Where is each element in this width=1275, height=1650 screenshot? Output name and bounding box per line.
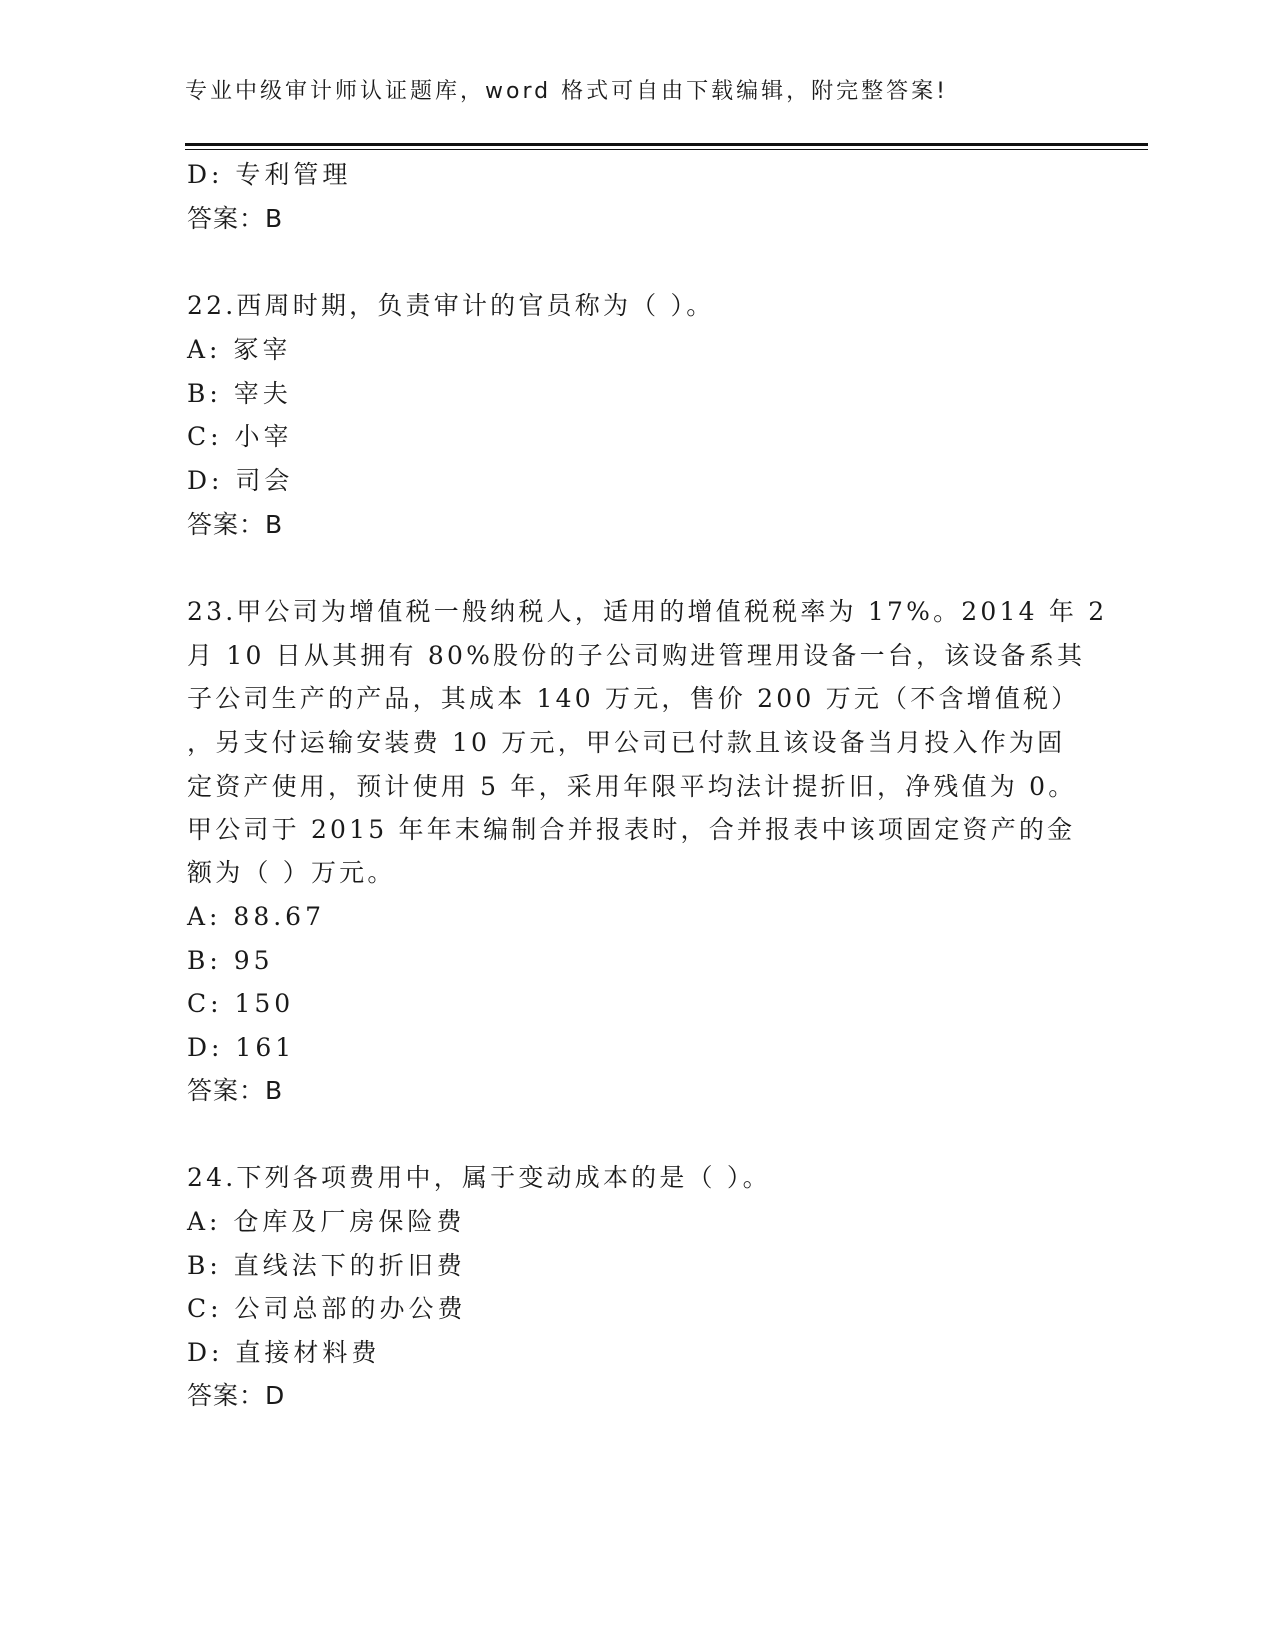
question-23-stem-line: ，另支付运输安装费 10 万元，甲公司已付款且该设备当月投入作为固 (187, 728, 1066, 757)
question-23-stem-line: 子公司生产的产品，其成本 140 万元，售价 200 万元（不含增值税） (187, 684, 1080, 713)
question-22-answer: 答案：B (187, 510, 284, 539)
question-22-option-b: B: 宰夫 (187, 379, 292, 408)
header-divider (185, 143, 1148, 146)
question-24-option-a: A: 仓库及厂房保险费 (187, 1207, 466, 1236)
question-23-option-b: B: 95 (187, 946, 274, 975)
question-22-option-d: D: 司会 (187, 466, 294, 495)
question-22-option-c: C: 小宰 (187, 422, 293, 451)
question-23-stem-line: 定资产使用，预计使用 5 年，采用年限平均法计提折旧，净残值为 0。 (187, 772, 1077, 801)
question-24-option-b: B: 直线法下的折旧费 (187, 1251, 466, 1280)
question-24-option-c: C: 公司总部的办公费 (187, 1294, 467, 1323)
question-23-stem-line: 月 10 日从其拥有 80%股份的子公司购进管理用设备一台，该设备系其 (187, 641, 1086, 670)
page-header: 专业中级审计师认证题库，word 格式可自由下载编辑，附完整答案! (185, 79, 948, 104)
prev-question-option-d: D: 专利管理 (187, 160, 352, 189)
question-23-answer: 答案：B (187, 1076, 284, 1105)
question-23-option-d: D: 161 (187, 1033, 296, 1062)
question-23-option-c: C: 150 (187, 989, 295, 1018)
question-23-stem-line: 23.甲公司为增值税一般纳税人，适用的增值税税率为 17%。2014 年 2 (187, 597, 1108, 626)
question-24-stem: 24.下列各项费用中，属于变动成本的是（ ）。 (187, 1163, 771, 1192)
question-23-stem-line: 额为（ ）万元。 (187, 858, 396, 887)
prev-question-answer: 答案：B (187, 204, 284, 233)
question-24-option-d: D: 直接材料费 (187, 1338, 381, 1367)
question-22-stem: 22.西周时期，负责审计的官员称为（ ）。 (187, 291, 715, 320)
question-24-answer: 答案：D (187, 1381, 286, 1410)
question-23-stem-line: 甲公司于 2015 年年末编制合并报表时，合并报表中该项固定资产的金 (187, 815, 1076, 844)
question-23-option-a: A: 88.67 (187, 902, 325, 931)
question-22-option-a: A: 冢宰 (187, 335, 292, 364)
